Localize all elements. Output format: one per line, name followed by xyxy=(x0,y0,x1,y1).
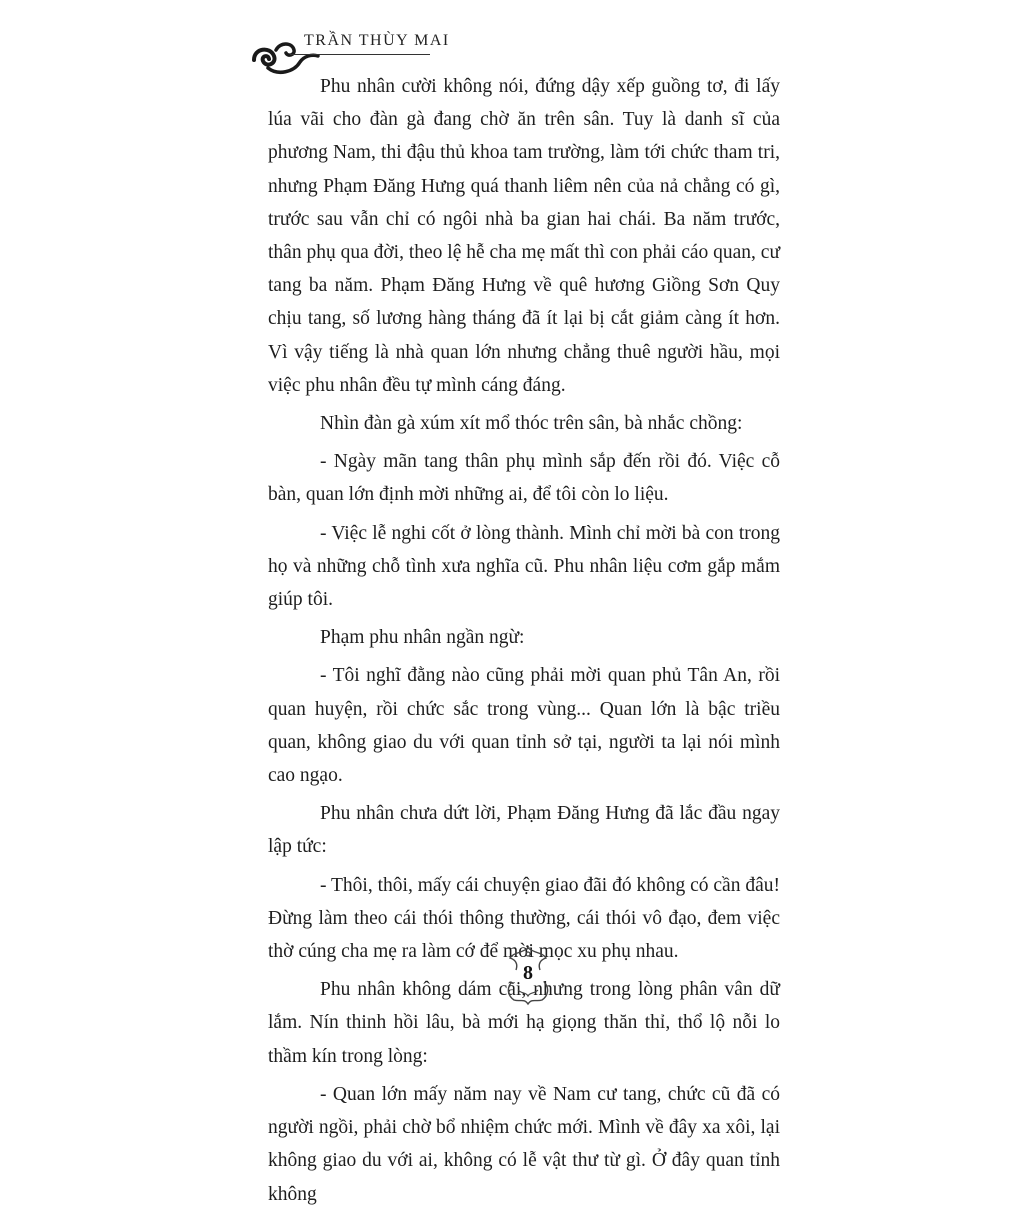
paragraph: - Ngày mãn tang thân phụ mình sắp đến rồi đó. Việc cỗ bàn, quan lớn định mời những ai, để tôi còn lo liệu. xyxy=(268,451,780,506)
body-text xyxy=(268,70,780,1211)
page-number-block xyxy=(500,944,556,1010)
paragraph: Phu nhân không dám cãi, nhưng trong lòng phân vân dữ lắm. Nín thinh hồi lâu, bà mới hạ giọng thăn thỉ, thổ lộ nỗi lo thầm kín trong lòng: xyxy=(268,979,780,1067)
paragraph: Phu nhân chưa dứt lời, Phạm Đăng Hưng đã lắc đầu ngay lập tức: xyxy=(268,803,780,858)
author-name: TRẦN THÙY MAI xyxy=(304,32,450,49)
paragraph: - Thôi, thôi, mấy cái chuyện giao đãi đó không có cần đâu! Đừng làm theo cái thói thông thường, cái thói vô đạo, đem việc thờ cúng cha mẹ ra làm cớ để mời mọc xu phụ nhau. xyxy=(268,874,780,963)
paragraph: Phu nhân cười không nói, đứng dậy xếp guồng tơ, đi lấy lúa vãi cho đàn gà đang chờ ăn trên sân. Tuy là danh sĩ của phương Nam, thi đậu thủ khoa tam trường, làm tới chức tham tri, nhưng Phạm Đăng Hưng quá thanh liêm nên của nả chẳng có gì, trước sau vẫn chỉ có ngôi nhà ba gian hai chái. Ba năm trước, thân phụ qua đời, theo lệ hễ cha mẹ mất thì con phải cáo quan, cư tang ba năm. Phạm Đăng Hưng về quê hương Giồng Sơn Quy chịu tang, số lương hàng tháng đã ít lại bị cắt giảm càng ít hơn. Vì vậy tiếng là nhà quan lớn nhưng chẳng thuê người hầu, mọi việc phu nhân đều tự mình cáng đáng. xyxy=(268,76,781,396)
page-number: 8 xyxy=(523,962,533,984)
paragraph: Nhìn đàn gà xúm xít mổ thóc trên sân, bà nhắc chồng: xyxy=(320,413,743,435)
header-rule xyxy=(290,54,430,55)
paragraph: - Quan lớn mấy năm nay về Nam cư tang, chức cũ đã có người ngồi, phải chờ bổ nhiệm chức mới. Mình về đây xa xôi, lại không giao du với ai, không có lễ vật thư từ gì. Ở đây quan tỉnh không xyxy=(268,1083,780,1205)
paragraph: Phạm phu nhân ngần ngừ: xyxy=(320,627,525,649)
paragraph: - Tôi nghĩ đằng nào cũng phải mời quan phủ Tân An, rồi quan huyện, rồi chức sắc trong vùng... Quan lớn là bậc triều quan, không giao du với quan tỉnh sở tại, người ta lại nói mình cao ngạo. xyxy=(268,665,780,787)
paragraph: - Việc lễ nghi cốt ở lòng thành. Mình chỉ mời bà con trong họ và những chỗ tình xưa nghĩa cũ. Phu nhân liệu cơm gắp mắm giúp tôi. xyxy=(268,522,780,611)
